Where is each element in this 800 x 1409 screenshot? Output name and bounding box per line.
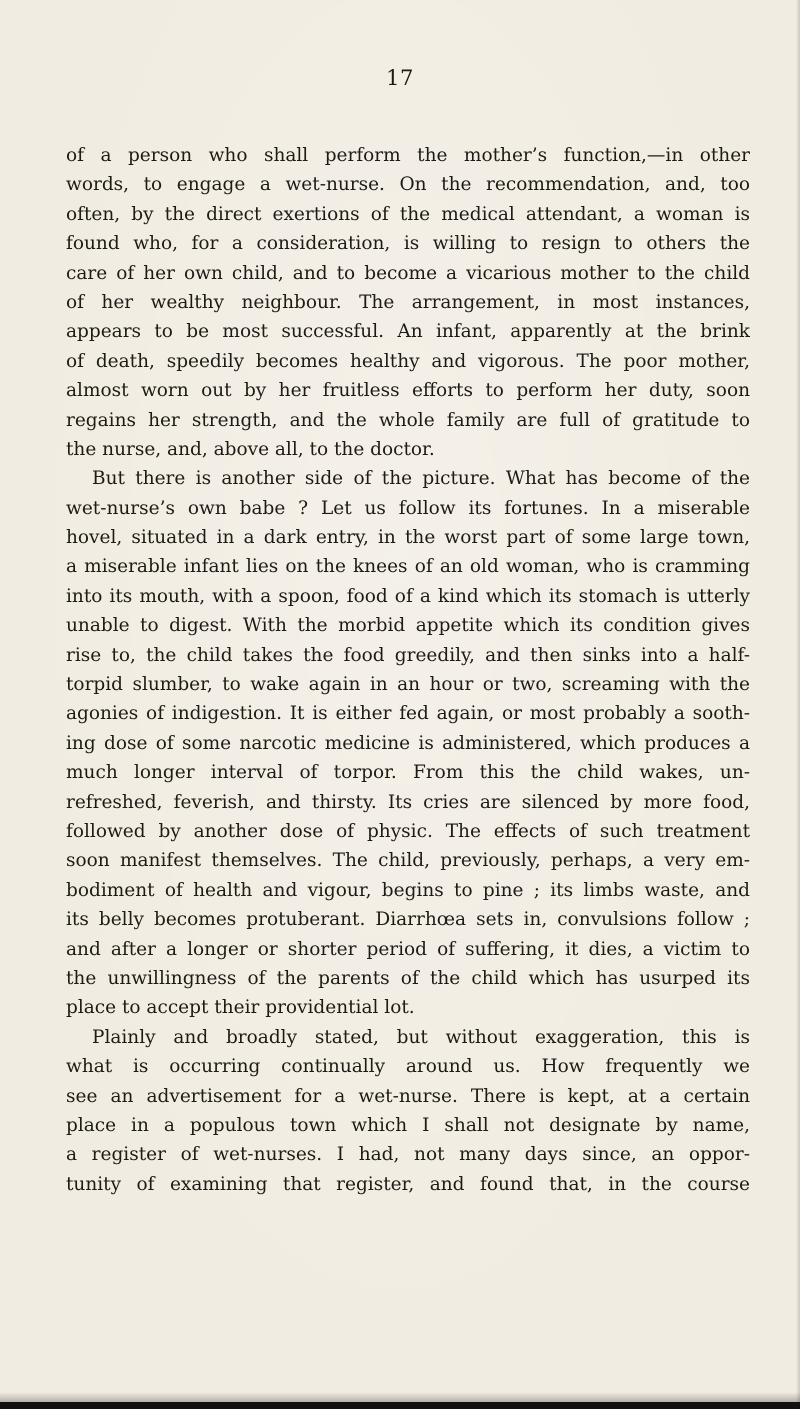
text-line: tunity of examining that register, and found that, in the course [66, 1173, 750, 1195]
text-line: see an advertisement for a wet-nurse. There is kept, at a certain [66, 1085, 750, 1107]
scan-bottom-border [0, 1402, 800, 1409]
text-line: a miserable infant lies on the knees of an old woman, who is cramming [66, 556, 750, 578]
paragraph [66, 141, 750, 464]
text-line: the nurse, and, above all, to the doctor. [66, 438, 435, 460]
text-line: bodiment of health and vigour, begins to pine ; its limbs waste, and [66, 879, 750, 901]
text-line: its belly becomes protuberant. Diarrhœa sets in, convulsions follow ; [66, 909, 750, 931]
text-line: torpid slumber, to wake again in an hour or two, screaming with the [66, 674, 750, 696]
page-edge-shadow [796, 0, 800, 1409]
text-line: almost worn out by her fruitless efforts to perform her duty, soon [66, 380, 750, 402]
text-line: followed by another dose of physic. The effects of such treatment [66, 820, 750, 842]
text-line: place in a populous town which I shall not designate by name, [66, 1114, 750, 1136]
text-line: a register of wet-nurses. I had, not many days since, an oppor- [66, 1144, 750, 1166]
paragraph [66, 464, 750, 1022]
text-line: hovel, situated in a dark entry, in the worst part of some large town, [66, 527, 750, 549]
text-line: of a person who shall perform the mother’s function,—in other [66, 145, 750, 166]
text-line: place to accept their providential lot. [66, 997, 415, 1019]
text-line: what is occurring continually around us. How frequently we [66, 1056, 750, 1078]
page-number: 17 [386, 66, 414, 90]
text-line: care of her own child, and to become a vicarious mother to the child [66, 262, 750, 284]
text-line: wet-nurse’s own babe ? Let us follow its fortunes. In a miserable [66, 497, 750, 519]
text-line: of death, speedily becomes healthy and vigorous. The poor mother, [66, 350, 750, 372]
text-line: much longer interval of torpor. From this the child wakes, un- [66, 762, 750, 784]
text-line: appears to be most successful. An infant, apparently at the brink [66, 321, 750, 343]
text-line: rise to, the child takes the food greedily, and then sinks into a half- [66, 644, 750, 666]
text-line: But there is another side of the picture. What has become of the [92, 468, 750, 490]
text-line: often, by the direct exertions of the medical attendant, a woman is [66, 203, 750, 225]
text-line: found who, for a consideration, is willing to resign to others the [66, 233, 750, 255]
text-line: regains her strength, and the whole family are full of gratitude to [66, 409, 750, 431]
text-line: the unwillingness of the parents of the child which has usurped its [66, 967, 750, 989]
text-line: unable to digest. With the morbid appetite which its condition gives [66, 615, 750, 637]
text-line: soon manifest themselves. The child, previously, perhaps, a very em- [66, 850, 750, 872]
text-line: of her wealthy neighbour. The arrangement, in most instances, [66, 291, 750, 313]
body-text [66, 141, 750, 1199]
text-line: agonies of indigestion. It is either fed again, or most probably a sooth- [66, 703, 750, 725]
bottom-shadow [0, 1392, 800, 1402]
text-line: words, to engage a wet-nurse. On the recommendation, and, too [66, 174, 750, 196]
text-line: refreshed, feverish, and thirsty. Its cries are silenced by more food, [66, 791, 750, 813]
text-line: Plainly and broadly stated, but without exaggeration, this is [92, 1026, 750, 1048]
text-line: ing dose of some narcotic medicine is administered, which produces a [66, 732, 750, 754]
text-line: into its mouth, with a spoon, food of a kind which its stomach is utterly [66, 585, 750, 607]
paragraph [66, 1023, 750, 1199]
text-line: and after a longer or shorter period of suffering, it dies, a victim to [66, 938, 750, 960]
